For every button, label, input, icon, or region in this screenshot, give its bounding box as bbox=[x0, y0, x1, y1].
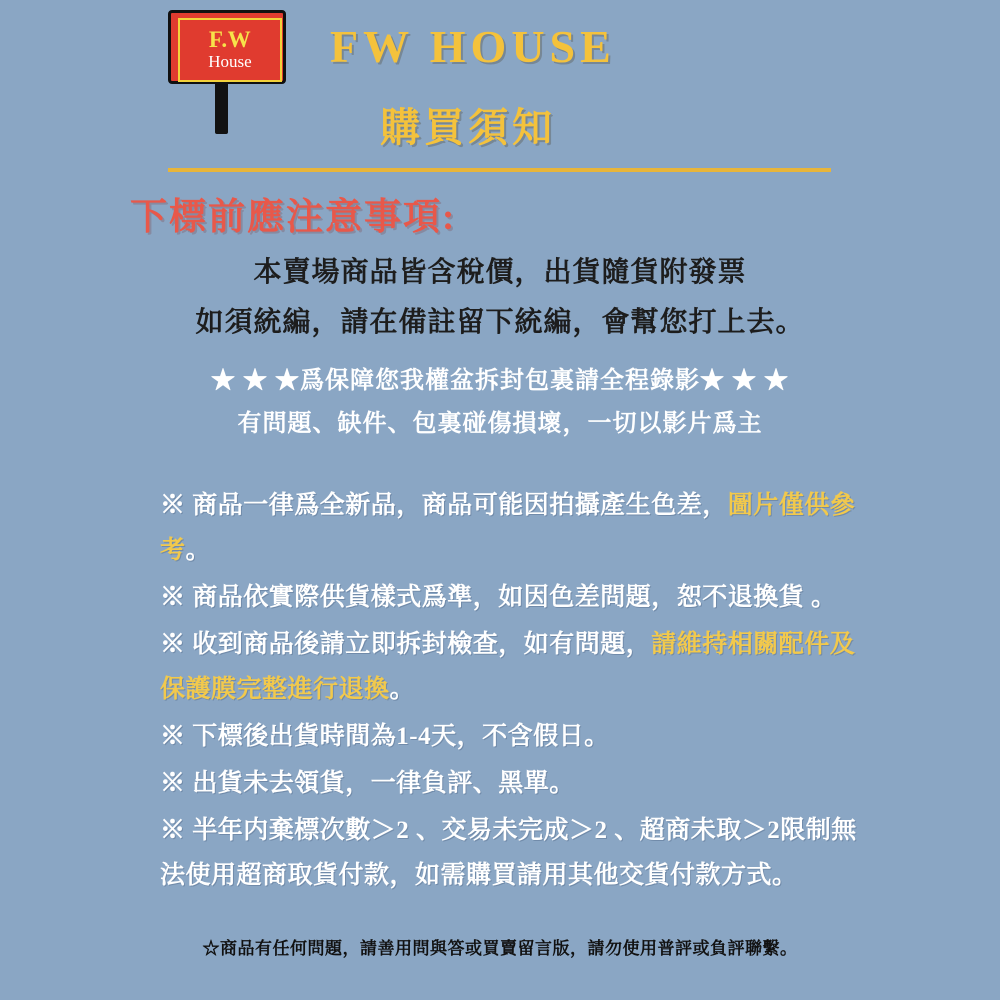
rule-item bbox=[160, 575, 880, 620]
rule-marker: ※ bbox=[160, 584, 193, 611]
rule-text: 商品一律爲全新品，商品可能因拍攝產生色差， bbox=[192, 492, 728, 519]
rule-text: 下標後出貨時間為1-4天，不含假日。 bbox=[192, 723, 610, 750]
rule-item bbox=[160, 761, 880, 806]
intro-line-4: 有問題、缺件、包裏碰傷損壞，一切以影片爲主 bbox=[237, 411, 763, 437]
logo-plate bbox=[168, 10, 286, 84]
rule-marker: ※ bbox=[160, 770, 193, 797]
rule-highlight: 請維持相關配件及保護膜完整進行退換 bbox=[160, 631, 856, 703]
intro-line-3: ★ ★ ★爲保障您我權盆拆封包裏請全程錄影★ ★ ★ bbox=[211, 368, 789, 394]
rule-text-tail: 。 bbox=[185, 537, 212, 564]
rule-text-tail: 。 bbox=[804, 584, 837, 611]
rule-text-tail: 。 bbox=[389, 676, 416, 703]
logo-signpost bbox=[215, 82, 228, 134]
notice-heading: 下標前應注意事項: bbox=[130, 197, 457, 238]
rule-item bbox=[160, 483, 880, 573]
rule-item bbox=[160, 808, 880, 898]
rules-list bbox=[160, 483, 880, 900]
rule-item bbox=[160, 622, 880, 712]
logo-fw-text: F.W bbox=[208, 27, 252, 53]
fw-house-logo-sign bbox=[168, 10, 292, 90]
rule-highlight: 圖片僅供參考 bbox=[160, 492, 856, 564]
brand-title: FW HOUSE bbox=[330, 21, 616, 72]
rule-item bbox=[160, 714, 880, 759]
intro-line-2: 如須統編，請在備註留下統編，會幫您打上去。 bbox=[195, 307, 805, 338]
brand-subtitle: 購買須知 bbox=[380, 105, 556, 150]
rule-text: 收到商品後請立即拆封檢查，如有問題， bbox=[192, 631, 652, 658]
footer-note: ☆商品有任何問題，請善用問與答或買賣留言版，請勿使用普評或負評聯繫。 bbox=[202, 939, 798, 958]
rule-text: 半年内棄標次數＞2 、交易未完成＞2 、超商未取＞2限制無法使用超商取貨付款，如需購買請用其他交貨付款方式 bbox=[160, 817, 857, 889]
rule-marker: ※ bbox=[160, 492, 193, 519]
rule-marker: ※ bbox=[160, 817, 193, 844]
header-divider bbox=[168, 168, 831, 172]
rule-text-tail: 。 bbox=[772, 862, 798, 889]
rule-text: 商品依實際供貨樣式爲準，如因色差問題，恕不退換貨 bbox=[192, 584, 805, 611]
logo-inner-frame bbox=[178, 18, 282, 82]
rule-marker: ※ bbox=[160, 723, 193, 750]
rule-marker: ※ bbox=[160, 631, 193, 658]
rule-text: 出貨未去領貨，一律負評、黑單。 bbox=[192, 770, 575, 797]
logo-house-text: House bbox=[208, 52, 252, 72]
intro-line-1: 本賣場商品皆含稅價，出貨隨貨附發票 bbox=[253, 257, 747, 288]
